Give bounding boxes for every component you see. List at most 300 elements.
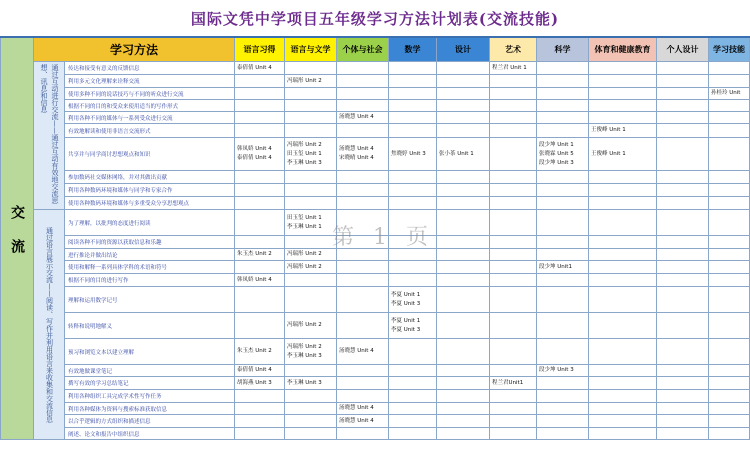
table-cell xyxy=(537,100,589,112)
table-cell xyxy=(589,236,657,249)
table-cell xyxy=(389,390,437,403)
table-cell xyxy=(589,112,657,124)
table-cell xyxy=(389,75,437,88)
table-cell xyxy=(235,261,285,274)
table-cell xyxy=(709,377,750,390)
subject-header: 设计 xyxy=(437,38,490,62)
table-cell xyxy=(589,390,657,403)
table-cell xyxy=(490,274,537,287)
table-cell xyxy=(235,249,285,261)
table-cell xyxy=(285,377,337,390)
table-cell xyxy=(537,171,589,184)
table-cell xyxy=(437,403,490,415)
subject-header: 艺术 xyxy=(490,38,537,62)
teacher-unit: 张晓霖 Unit 5 xyxy=(539,150,574,157)
subject-header: 学习技能 xyxy=(709,38,750,62)
table-cell xyxy=(337,339,389,365)
table-cell xyxy=(537,138,589,171)
table-cell xyxy=(337,75,389,88)
table-cell xyxy=(337,365,389,377)
row-label: 利用各种组织工具完成学术性写作任务 xyxy=(65,390,235,403)
table-cell xyxy=(589,62,657,75)
table-cell xyxy=(589,403,657,415)
table-cell xyxy=(537,403,589,415)
table-cell xyxy=(589,287,657,313)
row-label: 为了理解，以批判的态度进行阅读 xyxy=(65,210,235,236)
table-cell xyxy=(437,249,490,261)
table-cell xyxy=(285,390,337,403)
table-cell xyxy=(589,339,657,365)
table-cell xyxy=(389,197,437,210)
table-cell xyxy=(235,138,285,171)
table-cell xyxy=(657,390,709,403)
page-title: 国际文凭中学项目五年级学习方法计划表(交流技能) xyxy=(190,10,560,28)
table-cell xyxy=(285,75,337,88)
table-cell xyxy=(490,428,537,440)
table-cell xyxy=(657,88,709,100)
table-cell xyxy=(657,100,709,112)
table-cell xyxy=(337,428,389,440)
table-cell xyxy=(709,365,750,377)
subject-header: 个人设计 xyxy=(657,38,709,62)
table-cell xyxy=(437,365,490,377)
table-cell xyxy=(337,100,389,112)
table-cell xyxy=(657,138,709,171)
table-cell xyxy=(285,100,337,112)
table-cell xyxy=(235,415,285,428)
row-label: 利用各种不同的媒体与一系列受众进行交流 xyxy=(65,112,235,124)
table-cell xyxy=(657,197,709,210)
table-cell xyxy=(235,428,285,440)
table-cell xyxy=(437,210,490,236)
table-cell xyxy=(537,313,589,339)
table-cell xyxy=(490,390,537,403)
teacher-unit: 李夏 Unit 1 xyxy=(391,291,421,298)
table-cell xyxy=(235,171,285,184)
table-cell xyxy=(437,100,490,112)
table-cell xyxy=(490,313,537,339)
row-label: 传达和接受有意义的反馈信息 xyxy=(65,62,235,75)
table-cell xyxy=(709,112,750,124)
row-label: 阅读各种不同的资源以获取信息和乐趣 xyxy=(65,236,235,249)
teacher-unit: 孙桂玲 Unit xyxy=(711,90,741,96)
table-cell xyxy=(657,112,709,124)
table-cell xyxy=(537,377,589,390)
table-cell xyxy=(285,138,337,171)
table-cell xyxy=(285,428,337,440)
table-cell xyxy=(537,210,589,236)
table-cell xyxy=(337,171,389,184)
table-cell xyxy=(389,138,437,171)
teacher-unit: 宋晓晴 Unit 4 xyxy=(339,155,374,161)
table-cell xyxy=(337,138,389,171)
table-cell xyxy=(285,313,337,339)
table-cell xyxy=(709,138,750,171)
teacher-unit: 田玉玺 Unit 1 xyxy=(287,214,322,221)
table-cell xyxy=(490,339,537,365)
table-cell xyxy=(337,377,389,390)
table-cell xyxy=(657,313,709,339)
teacher-unit: 汤晓慧 Unit 4 xyxy=(339,405,374,411)
table-cell xyxy=(490,403,537,415)
table-cell xyxy=(537,415,589,428)
table-cell xyxy=(437,171,490,184)
teacher-unit: 冯瑞彤 Unit 2 xyxy=(287,141,322,148)
table-cell xyxy=(589,197,657,210)
table-cell xyxy=(657,415,709,428)
row-label: 撰写有效的学习总结笔记 xyxy=(65,377,235,390)
teacher-unit: 胡海燕 Unit 3 xyxy=(237,379,272,386)
teacher-unit: 韩凤娇 Unit 4 xyxy=(237,146,272,152)
table-cell xyxy=(285,274,337,287)
table-cell xyxy=(285,124,337,138)
table-cell xyxy=(285,197,337,210)
table-cell xyxy=(490,236,537,249)
table-cell xyxy=(285,403,337,415)
row-label: 转释和说明地解义 xyxy=(65,313,235,339)
table-cell xyxy=(337,88,389,100)
table-cell xyxy=(285,236,337,249)
teacher-unit: 冯瑞彤 Unit 2 xyxy=(287,77,322,84)
table-cell xyxy=(537,124,589,138)
table-cell xyxy=(709,88,750,100)
table-cell xyxy=(537,75,589,88)
teacher-unit: 段少坤 Unit 3 xyxy=(539,367,574,373)
table-cell xyxy=(285,171,337,184)
table-cell xyxy=(537,287,589,313)
table-cell xyxy=(490,184,537,197)
table-cell xyxy=(389,112,437,124)
row-label: 利用多元文化理解来诠释交流 xyxy=(65,75,235,88)
table-cell xyxy=(589,313,657,339)
table-cell xyxy=(389,415,437,428)
table-cell xyxy=(337,274,389,287)
table-cell xyxy=(657,171,709,184)
row-label: 参加数码社交媒体网络，并对其做出贡献 xyxy=(65,171,235,184)
row-label: 以合乎逻辑的方式组织和描述信息 xyxy=(65,415,235,428)
teacher-unit: 冯瑞彤 Unit 2 xyxy=(287,322,322,328)
table-cell xyxy=(437,75,490,88)
table-cell xyxy=(235,274,285,287)
table-cell xyxy=(589,365,657,377)
table-cell xyxy=(285,249,337,261)
subject-header: 体育和健康教育 xyxy=(589,38,657,62)
table-cell xyxy=(657,236,709,249)
table-cell xyxy=(709,197,750,210)
teacher-unit: 段少坤 Unit 3 xyxy=(539,159,574,166)
table-cell xyxy=(389,313,437,339)
table-cell xyxy=(490,75,537,88)
row-label: 根据不同的目的进行写作 xyxy=(65,274,235,287)
table-cell xyxy=(337,197,389,210)
table-cell xyxy=(709,100,750,112)
row-label: 使用多种不同的说话技巧与不同的听众进行交流 xyxy=(65,88,235,100)
row-label: 使用各种数码环境和媒体与多重受众分享思想观点 xyxy=(65,197,235,210)
row-label: 进行推论并做出结论 xyxy=(65,249,235,261)
table-cell xyxy=(589,171,657,184)
row-label: 预习和浏览文本以建立理解 xyxy=(65,339,235,365)
table-cell xyxy=(589,428,657,440)
table-cell xyxy=(437,415,490,428)
table-cell xyxy=(657,249,709,261)
table-cell xyxy=(337,313,389,339)
table-cell xyxy=(437,377,490,390)
row-label: 共享并与同学商讨思想观点和知识 xyxy=(65,138,235,171)
table-cell xyxy=(235,210,285,236)
table-cell xyxy=(389,403,437,415)
table-cell xyxy=(437,112,490,124)
table-cell xyxy=(490,124,537,138)
teacher-unit: 泰倩倩 Unit 4 xyxy=(237,367,272,373)
row-label: 使用和解释一系列具体学科的术语和符号 xyxy=(65,261,235,274)
row-label: 有效地做课堂笔记 xyxy=(65,365,235,377)
table-cell xyxy=(437,62,490,75)
table-cell xyxy=(285,339,337,365)
table-cell xyxy=(337,415,389,428)
table-cell xyxy=(285,287,337,313)
table-cell xyxy=(437,339,490,365)
table-cell xyxy=(389,287,437,313)
table-cell xyxy=(437,274,490,287)
table-cell xyxy=(657,365,709,377)
table-cell xyxy=(389,274,437,287)
table-cell xyxy=(389,171,437,184)
table-cell xyxy=(537,249,589,261)
table-cell xyxy=(657,210,709,236)
table-cell xyxy=(589,100,657,112)
teacher-unit: 段少坤 Unit 1 xyxy=(539,141,574,148)
table-cell xyxy=(389,261,437,274)
teacher-unit: 李玉琳 Unit 3 xyxy=(287,159,322,166)
table-cell xyxy=(235,365,285,377)
table-cell xyxy=(657,62,709,75)
table-cell xyxy=(657,339,709,365)
table-cell xyxy=(490,415,537,428)
table-cell xyxy=(709,287,750,313)
table-cell xyxy=(389,124,437,138)
table-cell xyxy=(490,261,537,274)
table-cell xyxy=(537,261,589,274)
table-cell xyxy=(285,261,337,274)
subject-header: 语言与文学 xyxy=(285,38,337,62)
teacher-unit: 李玉琳 Unit 3 xyxy=(287,352,322,359)
table-cell xyxy=(709,124,750,138)
table-cell xyxy=(537,112,589,124)
table-cell xyxy=(235,184,285,197)
table-cell xyxy=(657,287,709,313)
table-cell xyxy=(709,274,750,287)
table-cell xyxy=(709,62,750,75)
table-cell xyxy=(389,100,437,112)
table-cell xyxy=(709,339,750,365)
table-cell xyxy=(589,274,657,287)
teacher-unit: 王俊峰 Unit 1 xyxy=(591,150,626,157)
table-cell xyxy=(285,415,337,428)
teacher-unit: 程兰君Unit1 xyxy=(492,379,524,386)
row-label: 根据不同的目的和受众来使用适当的写作形式 xyxy=(65,100,235,112)
table-cell xyxy=(389,184,437,197)
table-cell xyxy=(437,390,490,403)
table-cell xyxy=(589,377,657,390)
row-label: 阐述、论文和报告中组织信息 xyxy=(65,428,235,440)
table-cell xyxy=(235,403,285,415)
table-cell xyxy=(490,249,537,261)
table-cell xyxy=(490,210,537,236)
table-cell xyxy=(709,403,750,415)
table-cell xyxy=(657,403,709,415)
table-cell xyxy=(490,171,537,184)
table-cell xyxy=(337,403,389,415)
table-cell xyxy=(437,428,490,440)
table-cell xyxy=(657,124,709,138)
row-label: 理解和运用数学记号 xyxy=(65,287,235,313)
teacher-unit: 田玉玺 Unit 1 xyxy=(287,150,322,157)
table-cell xyxy=(490,365,537,377)
table-cell xyxy=(235,100,285,112)
table-cell xyxy=(537,62,589,75)
teacher-unit: 朱玉杰 Unit 2 xyxy=(237,348,272,354)
table-cell xyxy=(657,274,709,287)
table-cell xyxy=(337,112,389,124)
table-cell xyxy=(537,236,589,249)
table-cell xyxy=(337,390,389,403)
table-cell xyxy=(490,100,537,112)
table-cell xyxy=(657,75,709,88)
table-cell xyxy=(709,313,750,339)
table-cell xyxy=(437,197,490,210)
row-label: 有效地解读和使用非语言交流形式 xyxy=(65,124,235,138)
table-cell xyxy=(709,184,750,197)
table-cell xyxy=(235,197,285,210)
table-cell xyxy=(657,261,709,274)
table-cell xyxy=(537,184,589,197)
teacher-unit: 张小茶 Unit 1 xyxy=(439,150,474,157)
sub-category: 通过语言展示交流——阅读、写作并利用语言来收集和交流信息 xyxy=(34,210,65,440)
method-header: 学习方法 xyxy=(34,38,235,62)
table-cell xyxy=(709,249,750,261)
table-cell xyxy=(389,365,437,377)
table-cell xyxy=(657,377,709,390)
teacher-unit: 汤晓慧 Unit 4 xyxy=(339,114,374,120)
table-cell xyxy=(657,184,709,197)
table-cell xyxy=(285,62,337,75)
table-cell xyxy=(389,62,437,75)
table-cell xyxy=(537,339,589,365)
teacher-unit: 程兰君 Unit 1 xyxy=(492,64,527,71)
table-cell xyxy=(490,287,537,313)
table-cell xyxy=(537,88,589,100)
subject-header: 语言习得 xyxy=(235,38,285,62)
table-cell xyxy=(709,261,750,274)
table-cell xyxy=(537,197,589,210)
teacher-unit: 李玉琳 Unit 3 xyxy=(287,379,322,386)
table-cell xyxy=(235,390,285,403)
table-cell xyxy=(537,365,589,377)
row-label: 利用各种媒体为资料与搜索标准获取信息 xyxy=(65,403,235,415)
sub-category: 通过互动进行交流——通过互动有效地交流思想、讯息和信息 xyxy=(34,62,65,210)
teacher-unit: 泰倩倩 Unit 4 xyxy=(237,64,272,71)
teacher-unit: 李夏 Unit 3 xyxy=(391,300,421,307)
table-cell xyxy=(337,184,389,197)
table-cell xyxy=(285,184,337,197)
table-cell xyxy=(437,261,490,274)
teacher-unit: 李夏 Unit 3 xyxy=(391,326,421,333)
subject-header: 科学 xyxy=(537,38,589,62)
table-cell xyxy=(437,184,490,197)
table-cell xyxy=(437,313,490,339)
teacher-unit: 冯瑞彤 Unit 2 xyxy=(287,343,322,350)
table-cell xyxy=(285,210,337,236)
table-cell xyxy=(235,88,285,100)
table-cell xyxy=(537,274,589,287)
table-cell xyxy=(490,197,537,210)
table-cell xyxy=(337,287,389,313)
table-cell xyxy=(490,138,537,171)
table-cell xyxy=(490,377,537,390)
table-cell xyxy=(235,112,285,124)
table-cell xyxy=(709,390,750,403)
teacher-unit: 李玉琳 Unit 1 xyxy=(287,223,322,230)
table-cell xyxy=(389,377,437,390)
table-cell xyxy=(589,88,657,100)
table-cell xyxy=(589,249,657,261)
table-cell xyxy=(490,112,537,124)
row-label: 利用各种数码环境和媒体与同学和专家合作 xyxy=(65,184,235,197)
subject-header: 个体与社会 xyxy=(337,38,389,62)
table-cell xyxy=(337,261,389,274)
teacher-unit: 韩凤娇 Unit 4 xyxy=(237,276,272,283)
table-cell xyxy=(235,124,285,138)
table-cell xyxy=(437,287,490,313)
title-bar xyxy=(0,0,750,38)
table-cell xyxy=(589,184,657,197)
teacher-unit: 冯瑞彤 Unit 2 xyxy=(287,251,322,257)
teacher-unit: 汤晓慧 Unit 4 xyxy=(339,146,374,152)
table-cell xyxy=(709,171,750,184)
teacher-unit: 朱玉杰 Unit 2 xyxy=(237,251,272,257)
teacher-unit: 王俊峰 Unit 1 xyxy=(591,127,626,133)
table-cell xyxy=(437,138,490,171)
table-cell xyxy=(709,428,750,440)
teacher-unit: 汤晓慧 Unit 4 xyxy=(339,417,374,424)
table-cell xyxy=(589,415,657,428)
table-cell xyxy=(235,75,285,88)
teacher-unit: 焦晓婷 Unit 3 xyxy=(391,150,426,157)
table-cell xyxy=(537,390,589,403)
table-cell xyxy=(490,88,537,100)
page-watermark: 第 1 页 xyxy=(332,225,434,250)
table-cell xyxy=(589,261,657,274)
table-cell xyxy=(235,287,285,313)
table-cell xyxy=(337,62,389,75)
table-cell xyxy=(235,313,285,339)
subject-header: 数学 xyxy=(389,38,437,62)
table-cell xyxy=(589,138,657,171)
table-cell xyxy=(709,75,750,88)
table-cell xyxy=(337,124,389,138)
table-cell xyxy=(235,62,285,75)
table-cell xyxy=(235,339,285,365)
table-cell xyxy=(589,210,657,236)
table-cell xyxy=(285,88,337,100)
teacher-unit: 李夏 Unit 1 xyxy=(391,317,421,324)
teacher-unit: 泰倩倩 Unit 4 xyxy=(237,155,272,161)
table-cell xyxy=(285,112,337,124)
table-cell xyxy=(437,88,490,100)
table-cell xyxy=(490,62,537,75)
table-cell xyxy=(389,88,437,100)
table-cell xyxy=(389,428,437,440)
